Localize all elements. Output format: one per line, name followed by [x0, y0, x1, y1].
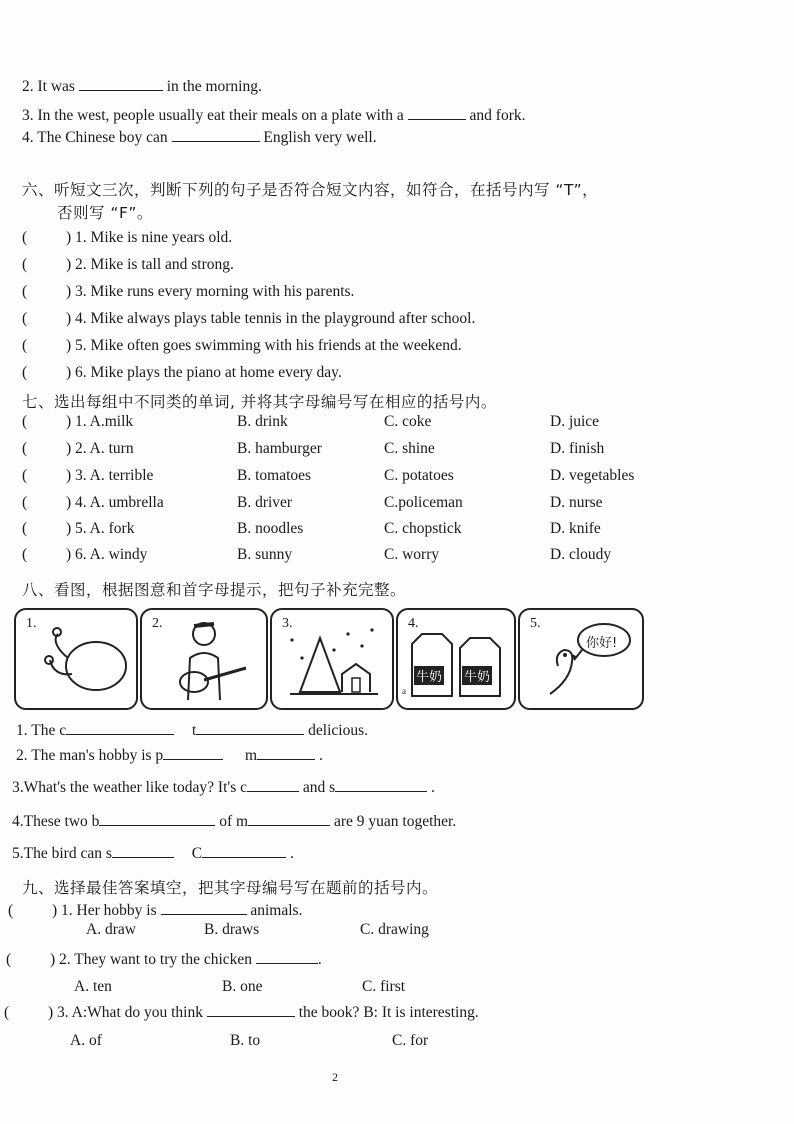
option-b[interactable]: B. to	[230, 1032, 261, 1049]
odd-one-row-5: ( ) 5. A. fork B. noodles C. chopstick D. knife	[22, 520, 601, 537]
milk-label: 牛奶	[462, 666, 492, 685]
answer-blank[interactable]	[335, 779, 427, 792]
odd-one-row-3: ( ) 3. A. terrible B. tomatoes C. potatoes D. vegetables	[22, 467, 635, 484]
answer-paren[interactable]: (	[22, 467, 28, 484]
tf-item-4: ( ) 4. Mike always plays table tennis in the playground after school.	[22, 310, 476, 327]
option-b[interactable]: B. one	[222, 978, 263, 995]
answer-blank[interactable]	[172, 129, 260, 142]
milk-cartons-icon	[398, 610, 514, 708]
answer-blank[interactable]	[196, 722, 304, 735]
odd-one-row-4: ( ) 4. A. umbrella B. driver C.policeman D. nurse	[22, 494, 603, 511]
option-a[interactable]: A. ten	[74, 978, 112, 995]
answer-blank[interactable]	[99, 813, 215, 826]
choice-2-options	[74, 978, 406, 996]
answer-paren[interactable]: (	[4, 1004, 10, 1021]
section9-heading: 九、选择最佳答案填空，把其字母编号写在题前的括号内。	[22, 879, 439, 897]
picture-item-4: 4.These two b of m are 9 yuan together.	[12, 813, 457, 830]
tf-item-1: ( ) 1. Mike is nine years old.	[22, 229, 233, 246]
odd-one-row-1: ( ) 1. A.milk B. drink C. coke D. juice	[22, 413, 600, 430]
section7-heading: 七、选出每组中不同类的单词, 并将其字母编号写在相应的括号内。	[22, 393, 497, 411]
answer-paren[interactable]: (	[22, 364, 28, 381]
answer-paren[interactable]: (	[22, 229, 28, 246]
answer-blank[interactable]	[161, 902, 247, 915]
fill-item-2: 2. It was in the morning.	[22, 78, 262, 95]
answer-paren[interactable]: (	[22, 494, 28, 511]
option-b[interactable]: B. draws	[204, 921, 260, 938]
choice-item-2: ( ) 2. They want to try the chicken .	[6, 951, 322, 968]
answer-paren[interactable]: (	[22, 520, 28, 537]
choice-item-3: ( ) 3. A:What do you think the book? B: It is interesting.	[4, 1004, 479, 1021]
section6-heading-cont: 否则写 “F”。	[57, 204, 153, 222]
answer-paren[interactable]: (	[22, 413, 28, 430]
picture-5: 5. 你好!	[518, 608, 644, 710]
answer-paren[interactable]: (	[8, 902, 14, 919]
answer-blank[interactable]	[256, 951, 318, 964]
guitar-player-icon	[142, 610, 266, 708]
speech-text: 你好!	[586, 636, 618, 651]
section6-heading: 六、听短文三次，判断下列的句子是否符合短文内容，如符合，在括号内写 “T”，	[22, 181, 599, 199]
answer-paren[interactable]: (	[22, 310, 28, 327]
choice-3-options	[70, 1032, 429, 1050]
picture-2: 2.	[140, 608, 268, 710]
choice-1-options	[86, 921, 429, 939]
small-mark: a	[402, 686, 406, 696]
picture-4: 4. 牛奶 牛奶 a	[396, 608, 516, 710]
fill-item-3: 3. In the west, people usually eat their meals on a plate with a and fork.	[22, 107, 526, 124]
tf-item-2: ( ) 2. Mike is tall and strong.	[22, 256, 234, 273]
answer-blank[interactable]	[79, 78, 163, 91]
answer-blank[interactable]	[112, 845, 174, 858]
option-c[interactable]: C. for	[392, 1032, 429, 1049]
tf-item-3: ( ) 3. Mike runs every morning with his parents.	[22, 283, 355, 300]
picture-3: 3.	[270, 608, 394, 710]
fill-item-4: 4. The Chinese boy can English very well.	[22, 129, 377, 146]
answer-paren[interactable]: (	[22, 337, 28, 354]
answer-paren[interactable]: (	[22, 440, 28, 457]
option-a[interactable]: A. of	[70, 1032, 102, 1049]
odd-one-row-6: ( ) 6. A. windy B. sunny C. worry D. cloudy	[22, 546, 612, 563]
option-c[interactable]: C. first	[362, 978, 406, 995]
picture-item-5: 5.The bird can s C .	[12, 845, 294, 862]
picture-item-2: 2. The man's hobby is p m .	[16, 747, 323, 764]
picture-item-1: 1. The c t delicious.	[16, 722, 368, 739]
snowy-scene-icon	[272, 610, 392, 708]
answer-blank[interactable]	[207, 1004, 295, 1017]
answer-blank[interactable]	[247, 779, 299, 792]
odd-one-row-2: ( ) 2. A. turn B. hamburger C. shine D. finish	[22, 440, 605, 457]
picture-row	[14, 608, 642, 708]
tf-item-6: ( ) 6. Mike plays the piano at home every day.	[22, 364, 342, 381]
page-number: 2	[332, 1070, 338, 1084]
answer-paren[interactable]: (	[22, 283, 28, 300]
answer-paren[interactable]: (	[6, 951, 12, 968]
answer-blank[interactable]	[408, 107, 466, 120]
answer-blank[interactable]	[257, 747, 315, 760]
answer-blank[interactable]	[248, 813, 330, 826]
option-c[interactable]: C. drawing	[360, 921, 429, 938]
picture-item-3: 3.What's the weather like today? It's c and s .	[12, 779, 435, 796]
tf-item-5: ( ) 5. Mike often goes swimming with his friends at the weekend.	[22, 337, 462, 354]
picture-1: 1.	[14, 608, 138, 710]
answer-blank[interactable]	[163, 747, 223, 760]
answer-paren[interactable]: (	[22, 546, 28, 563]
roast-chicken-icon	[16, 610, 136, 708]
section8-heading: 八、看图，根据图意和首字母提示，把句子补充完整。	[22, 581, 407, 599]
answer-paren[interactable]: (	[22, 256, 28, 273]
answer-blank[interactable]	[202, 845, 286, 858]
talking-bird-icon	[520, 610, 642, 708]
option-a[interactable]: A. draw	[86, 921, 136, 938]
milk-label: 牛奶	[414, 666, 444, 685]
answer-blank[interactable]	[66, 722, 174, 735]
choice-item-1: ( ) 1. Her hobby is animals.	[8, 902, 303, 919]
